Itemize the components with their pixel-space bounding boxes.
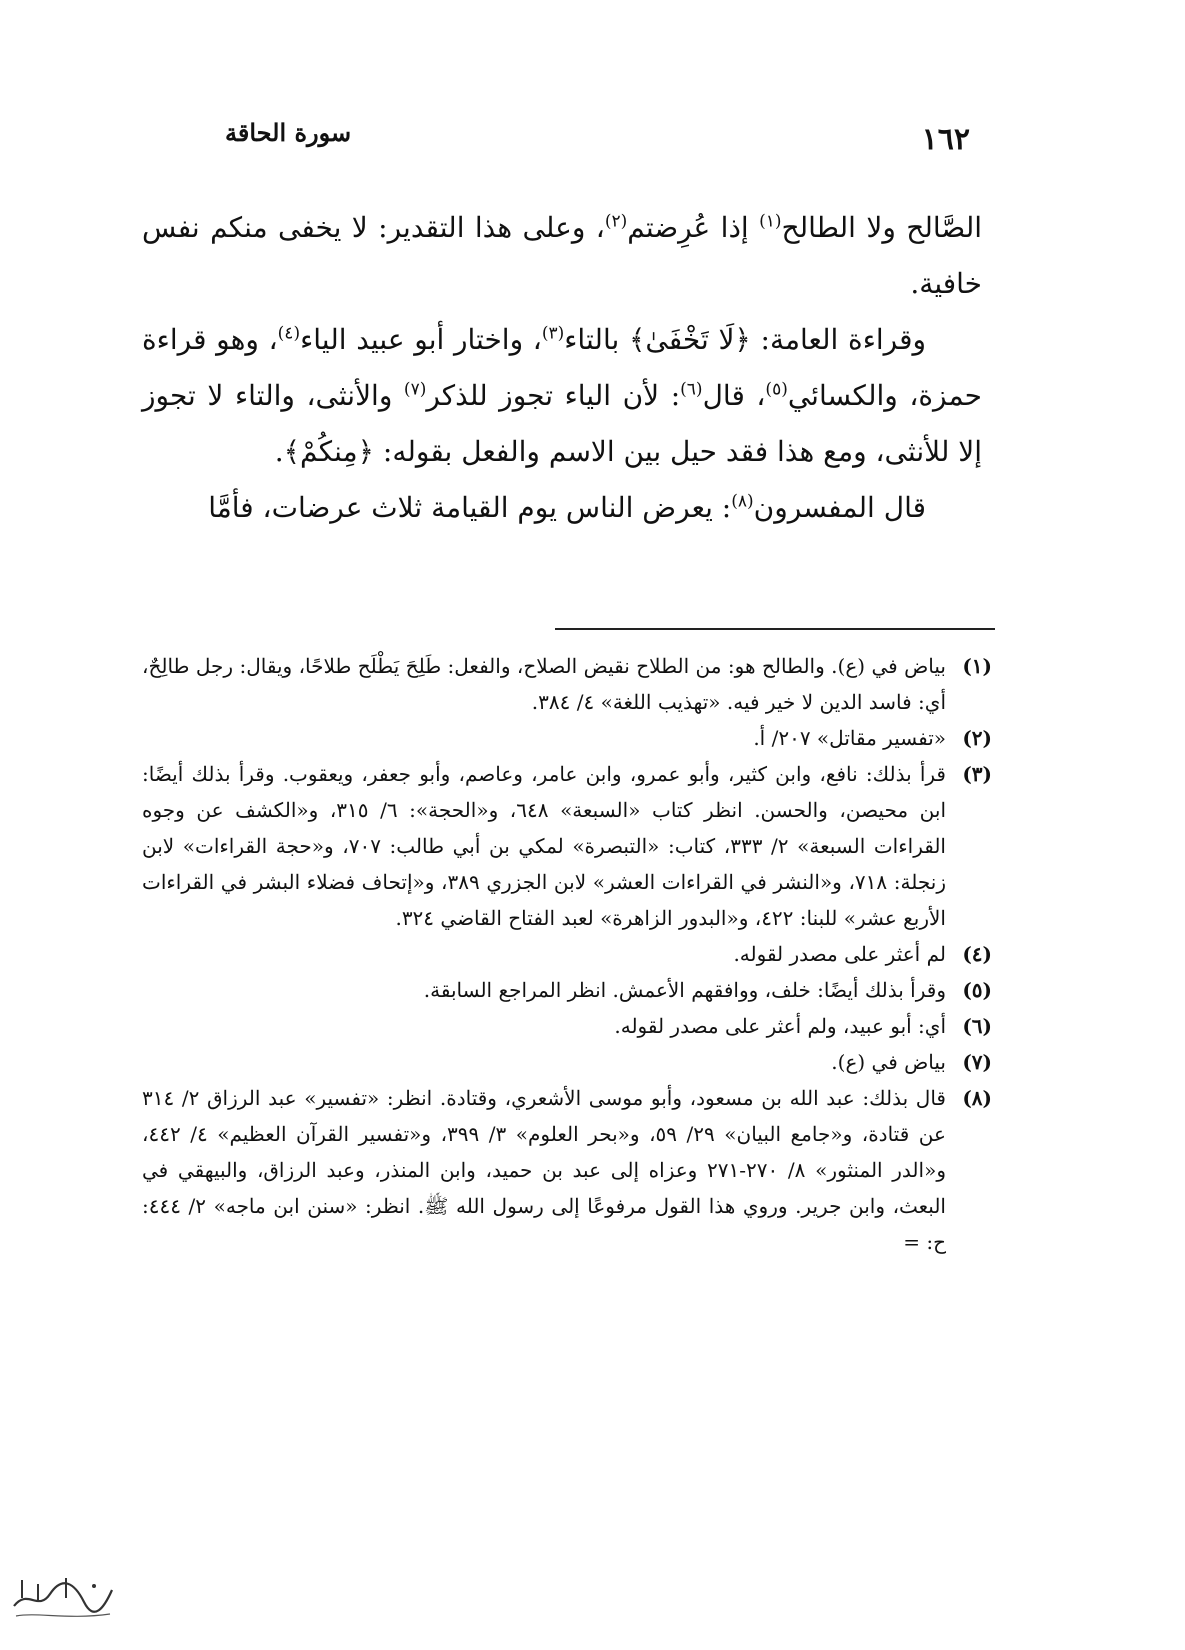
footnote-ref-8: (٨) (731, 491, 754, 512)
footnote-ref-4: (٤) (277, 323, 301, 344)
footnote-2 (142, 720, 992, 756)
footnote-number: (٦) (962, 1014, 992, 1038)
footnote-ref-6: (٦) (680, 379, 703, 400)
page-header (225, 118, 970, 168)
paragraph-1: الصَّالح ولا الطالح$^{(١)}$ إذا عُرِضتم$^{(٢)}$، وعلى هذا التقدير: لا يخفى منكم نفس خافية. (142, 211, 983, 300)
footnote-7 (142, 1044, 992, 1080)
footnotes (142, 648, 992, 1260)
paragraph-3: قال المفسرون$^{(٨)}$: يعرض الناس يوم القيامة ثلاث عرضات، فأمَّا (208, 491, 926, 524)
watermark-logo (8, 1568, 118, 1628)
footnote-8 (142, 1080, 992, 1260)
footnote-number: (٣) (962, 762, 992, 786)
footnote-text: لم أعثر على مصدر لقوله. (733, 942, 946, 966)
surah-title: سورة الحاقة (225, 118, 352, 147)
footnote-4 (142, 936, 992, 972)
footnote-1 (142, 648, 992, 720)
footnote-separator (555, 628, 995, 630)
footnote-text: بياض في (ع). والطالح هو: من الطلاح نقيض الصلاح، والفعل: طَلِحَ يَطْلَح طلاحًا، ويقال: رجل طالِحٌ، أي: فاسد الدين لا خير فيه. «تهذيب اللغة» ٤/ ٣٨٤. (142, 654, 946, 714)
footnote-3 (142, 756, 992, 936)
paragraph-2: وقراءة العامة: ﴿لَا تَخْفَىٰ﴾ بالتاء$^{(٣)}$، واختار أبو عبيد الياء$^{(٤)}$، وهو قراءة حمزة، والكسائي$^{(٥)}$، قال$^{(٦)}$: لأن الياء تجوز للذكر$^{(٧)}$ والأنثى، والتاء لا تجوز إلا للأنثى، ومع هذا فقد حيل بين الاسم والفعل بقوله: ﴿مِنكُمْ﴾. (142, 323, 982, 468)
footnote-ref-2: (٢) (604, 211, 628, 232)
main-text (142, 200, 982, 536)
footnote-ref-3: (٣) (541, 323, 565, 344)
footnote-number: (٤) (962, 942, 992, 966)
footnote-5 (142, 972, 992, 1008)
page-number: ١٦٢ (921, 122, 970, 157)
footnote-ref-7: (٧) (403, 379, 427, 400)
footnote-text: أي: أبو عبيد، ولم أعثر على مصدر لقوله. (614, 1014, 946, 1038)
footnote-number: (٢) (962, 726, 992, 750)
footnote-number: (٨) (962, 1086, 992, 1110)
footnote-ref-1: (١) (759, 211, 782, 232)
footnote-number: (٧) (962, 1050, 992, 1074)
footnote-text: «تفسير مقاتل» ٢٠٧/ أ. (753, 726, 946, 750)
footnote-text: قرأ بذلك: نافع، وابن كثير، وأبو عمرو، وابن عامر، وعاصم، وأبو جعفر، ويعقوب. وقرأ بذلك أيضًا: ابن محيصن، والحسن. انظر كتاب «السبعة» ٦٤٨، و«الحجة»: ٦/ ٣١٥، و«الكشف عن وجوه القراءات السبعة» ٢/ ٣٣٣، كتاب: «التبصرة» لمكي بن أبي طالب: ٧٠٧، و«حجة القراءات» لابن زنجلة: ٧١٨، و«النشر في القراءات العشر» لابن الجزري ٣٨٩، و«إتحاف فضلاء البشر في القراءات الأربع عشر» للبنا: ٤٢٢، و«البدور الزاهرة» لعبد الفتاح القاضي ٣٢٤. (142, 762, 947, 930)
footnote-text: بياض في (ع). (831, 1050, 946, 1074)
footnote-text: قال بذلك: عبد الله بن مسعود، وأبو موسى الأشعري، وقتادة. انظر: «تفسير» عبد الرزاق ٢/ ٣١٤ عن قتادة، و«جامع البيان» ٢٩/ ٥٩، و«بحر العلوم» ٣/ ٣٩٩، و«تفسير القرآن العظيم» ٤/ ٤٤٢، و«الدر المنثور» ٨/ ٢٧٠-٢٧١ وعزاه إلى عبد بن حميد، وابن المنذر، وعبد الرزاق، والبيهقي في البعث، وابن جرير. وروي هذا القول مرفوعًا إلى رسول الله ﷺ. انظر: «سنن ابن ماجه» ٢/ ٤٤٤: ح: = (142, 1086, 946, 1254)
footnote-number: (١) (962, 654, 992, 678)
footnote-ref-5: (٥) (765, 379, 788, 400)
footnote-number: (٥) (962, 978, 992, 1002)
footnote-6 (142, 1008, 992, 1044)
footnote-text: وقرأ بذلك أيضًا: خلف، ووافقهم الأعمش. انظر المراجع السابقة. (423, 978, 946, 1002)
